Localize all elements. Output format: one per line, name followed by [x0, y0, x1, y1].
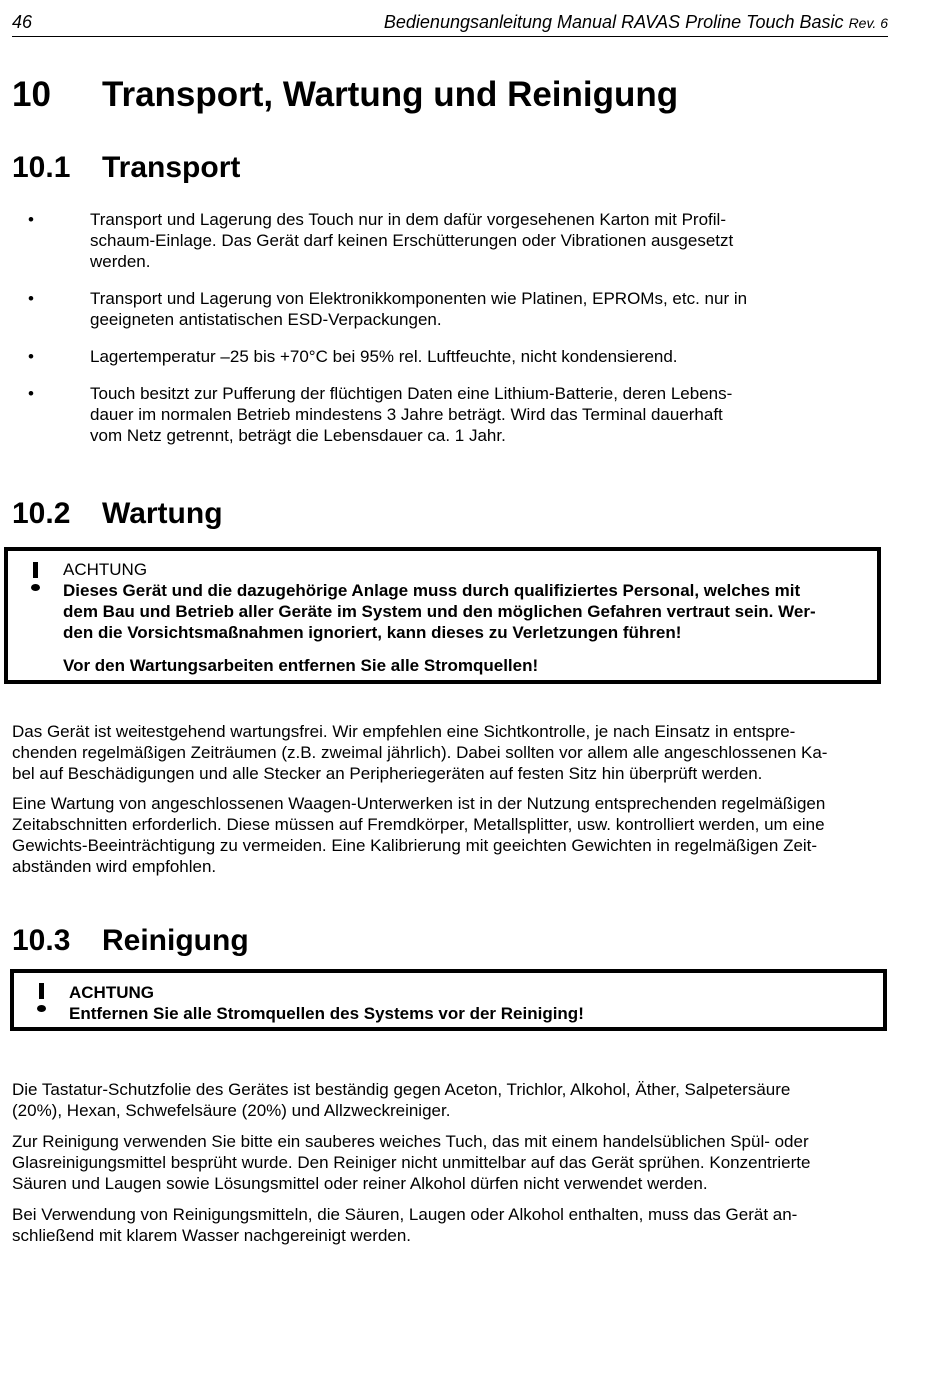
paragraph-line: Die Tastatur-Schutzfolie des Gerätes ist beständig gegen Aceton, Trichlor, Alkohol, Äther, Salpetersäure — [12, 1080, 791, 1099]
paragraph-line: Bei Verwendung von Reinigungsmitteln, die Säuren, Laugen oder Alkohol enthalten, muss das Gerät an- — [12, 1205, 798, 1224]
bullet-line: vom Netz getrennt, beträgt die Lebensdauer ca. 1 Jahr. — [90, 426, 506, 445]
paragraph — [12, 1079, 888, 1121]
bullet-icon: • — [28, 384, 34, 403]
warning-box-reinigung — [10, 969, 887, 1031]
section-title: Reinigung — [102, 924, 249, 957]
paragraph-line: bel auf Beschädigungen und alle Stecker an Peripheriegeräten auf festen Sitz hin überprüft werden. — [12, 764, 763, 783]
chapter-heading — [12, 75, 678, 115]
header-title-text: Bedienungsanleitung Manual RAVAS Proline Touch Basic — [383, 12, 844, 32]
bullet-item — [28, 209, 808, 272]
bullet-line: dauer im normalen Betrieb mindestens 3 Jahre beträgt. Wird das Terminal dauerhaft — [90, 405, 723, 424]
paragraph-line: chenden regelmäßigen Zeiträumen (z.B. zweimal jährlich). Dabei sollten vor allem alle angeschlossenen Ka- — [12, 743, 828, 762]
page-header — [12, 10, 888, 37]
bullet-line: Transport und Lagerung von Elektronikkomponenten wie Platinen, EPROMs, etc. nur in — [90, 289, 748, 308]
bullet-line: Transport und Lagerung des Touch nur in dem dafür vorgesehenen Karton mit Profil- — [90, 210, 726, 229]
warning-final-line: Vor den Wartungsarbeiten entfernen Sie alle Stromquellen! — [63, 656, 539, 675]
header-revision: Rev. 6 — [848, 15, 888, 31]
header-title — [384, 12, 888, 33]
page-number: 46 — [12, 12, 33, 32]
chapter-title: Transport, Wartung und Reinigung — [102, 75, 679, 114]
transport-bullet-list — [28, 209, 808, 462]
section-number: 10.3 — [12, 924, 71, 957]
bullet-line: Lagertemperatur –25 bis +70°C bei 95% rel. Luftfeuchte, nicht kondensierend. — [90, 347, 678, 366]
bullet-icon: • — [28, 347, 34, 366]
section-title: Transport — [102, 151, 241, 184]
warning-label: ACHTUNG — [63, 560, 148, 579]
paragraph-line: Das Gerät ist weitestgehend wartungsfrei. Wir empfehlen eine Sichtkontrolle, je nach Einsatz in entspre- — [12, 722, 796, 741]
paragraph — [12, 1204, 888, 1246]
section-number: 10.1 — [12, 151, 71, 184]
paragraph-line: Eine Wartung von angeschlossenen Waagen-Unterwerken ist in der Nutzung entsprechenden regelmäßigen — [12, 794, 826, 813]
warning-line: dem Bau und Betrieb aller Geräte im System und den möglichen Gefahren vertraut sein. Wer- — [63, 602, 816, 621]
chapter-number: 10 — [12, 75, 51, 114]
bullet-icon: • — [28, 210, 34, 229]
section-heading-wartung — [12, 497, 223, 531]
section-number: 10.2 — [12, 497, 71, 530]
paragraph-line: abständen wird empfohlen. — [12, 857, 217, 876]
paragraph — [12, 1131, 888, 1194]
paragraph — [12, 793, 888, 877]
bullet-line: werden. — [90, 252, 151, 271]
bullet-item — [28, 346, 808, 367]
section-heading-reinigung — [12, 924, 249, 958]
paragraph-line: Säuren und Laugen sowie Lösungsmittel oder reiner Alkohol dürfen nicht verwendet werden. — [12, 1174, 708, 1193]
section-heading-transport — [12, 151, 240, 185]
warning-text — [69, 982, 879, 1024]
warning-label: ACHTUNG — [69, 983, 154, 1002]
paragraph-line: Zur Reinigung verwenden Sie bitte ein sauberes weiches Tuch, das mit einem handelsüblichen Spül- oder — [12, 1132, 809, 1151]
paragraph-line: Gewichts-Beeinträchtigung zu vermeiden. Eine Kalibrierung mit geeichten Gewichten in regelmäßigen Zeit- — [12, 836, 818, 855]
bullet-item — [28, 288, 808, 330]
paragraph-line: (20%), Hexan, Schwefelsäure (20%) und Allzweckreiniger. — [12, 1101, 451, 1120]
bullet-icon: • — [28, 289, 34, 308]
warning-line: den die Vorsichtsmaßnahmen ignoriert, kann dieses zu Verletzungen führen! — [63, 623, 682, 642]
section-title: Wartung — [102, 497, 223, 530]
bullet-line: geeigneten antistatischen ESD-Verpackungen. — [90, 310, 442, 329]
bullet-line: Touch besitzt zur Pufferung der flüchtigen Daten eine Lithium-Batterie, deren Lebens- — [90, 384, 733, 403]
paragraph-line: Glasreinigungsmittel besprüht wurde. Den Reiniger nicht unmittelbar auf das Gerät sprühen. Konzentrierte — [12, 1153, 811, 1172]
warning-line: Dieses Gerät und die dazugehörige Anlage muss durch qualifiziertes Personal, welches mit — [63, 581, 801, 600]
paragraph-line: Zeitabschnitten erforderlich. Diese müssen auf Fremdkörper, Metallsplitter, usw. kontrolliert werden, um eine — [12, 815, 825, 834]
warning-box-wartung — [4, 547, 881, 684]
warning-text — [63, 559, 878, 643]
paragraph — [12, 721, 888, 784]
bullet-line: schaum-Einlage. Das Gerät darf keinen Erschütterungen oder Vibrationen ausgesetzt — [90, 231, 734, 250]
warning-line: Entfernen Sie alle Stromquellen des Systems vor der Reiniging! — [69, 1004, 584, 1023]
bullet-item — [28, 383, 808, 446]
paragraph-line: schließend mit klarem Wasser nachgereinigt werden. — [12, 1226, 412, 1245]
